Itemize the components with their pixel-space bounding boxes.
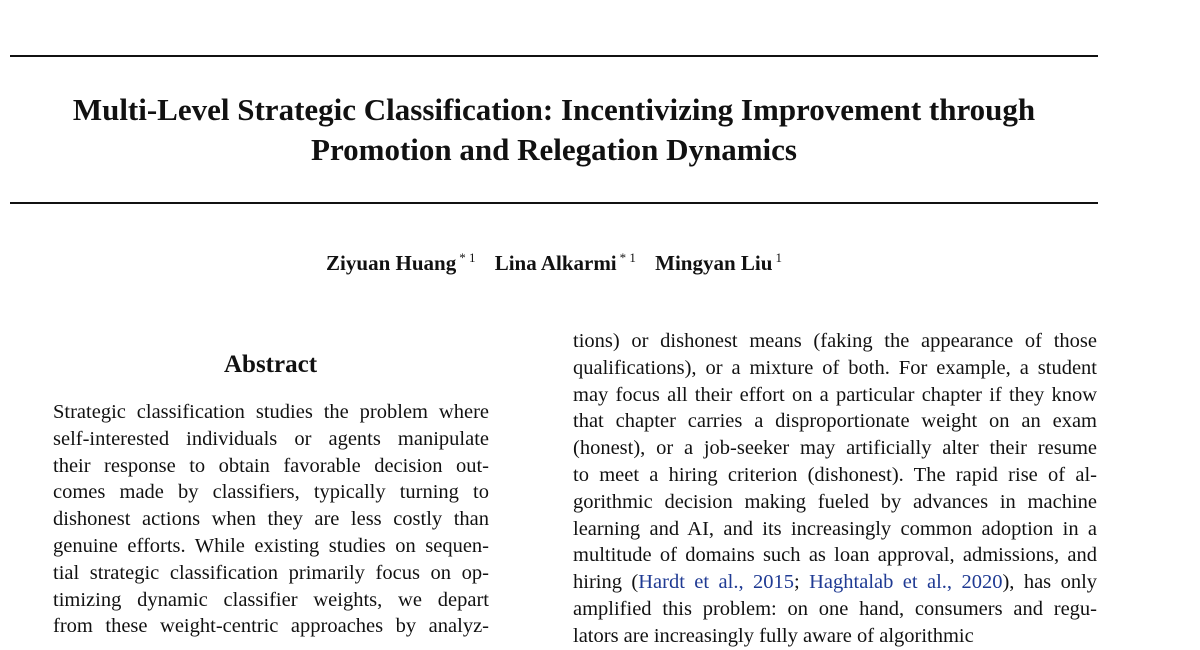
author (495, 251, 636, 275)
text-line: qualifications), or a mixture of both. For example, a student (573, 356, 1097, 379)
author-name: Lina Alkarmi (494, 251, 617, 275)
introduction-body (573, 328, 1097, 650)
text-line: self-interested individuals or agents manipulate (53, 427, 489, 450)
author-name: Mingyan Liu (655, 251, 773, 275)
text-line: multitude of domains such as loan approval, admissions, and (573, 544, 1097, 567)
citation-text-line (573, 569, 1097, 596)
author-name: Ziyuan Huang (326, 251, 457, 275)
author-affiliation: 1 (775, 250, 782, 265)
citation-link-hardt[interactable]: Hardt et al., 2015 (638, 571, 794, 594)
text-segment: hiring ( (573, 571, 639, 594)
text-line: learning and AI, and its increasingly common adoption in a (573, 517, 1097, 540)
text-line: comes made by classifiers, typically turning to (53, 481, 489, 504)
text-line: gorithmic decision making fueled by advances in machine (573, 490, 1097, 513)
text-line: to meet a hiring criterion (dishonest). The rapid rise of al- (573, 463, 1097, 486)
citation-link-haghtalab[interactable]: Haghtalab et al., 2020 (809, 571, 1003, 594)
abstract-body (53, 399, 489, 640)
abstract-heading: Abstract (223, 351, 318, 378)
text-line: dishonest actions when they are less costly than (53, 508, 489, 531)
title-bottom-rule (10, 202, 1098, 204)
paper-title (10, 90, 1098, 170)
author-affiliation: * 1 (619, 250, 636, 265)
text-line: tions) or dishonest means (faking the appearance of those (573, 330, 1097, 352)
title-line-2: Promotion and Relegation Dynamics (311, 132, 797, 167)
text-line: that chapter carries a disproportionate weight on an exam (573, 410, 1097, 433)
author-list (10, 250, 1098, 276)
text-line: tial strategic classification primarily focus on op- (53, 561, 489, 584)
text-line: lators are increasingly fully aware of algorithmic (573, 624, 974, 647)
text-line: amplified this problem: on one hand, consumers and regu- (573, 597, 1097, 620)
text-line: Strategic classification studies the problem where (53, 401, 489, 423)
author (326, 251, 475, 275)
text-line: (honest), or a job-seeker may artificially alter their resume (573, 437, 1097, 460)
title-top-rule (10, 55, 1098, 57)
author (655, 251, 782, 275)
text-line: may focus all their effort on a particular chapter if they know (573, 383, 1097, 406)
text-segment: ; (794, 571, 810, 594)
text-line: genuine efforts. While existing studies on sequen- (53, 534, 489, 557)
text-line: timizing dynamic classifier weights, we depart (53, 588, 489, 611)
title-line-1: Multi-Level Strategic Classification: Incentivizing Improvement through (72, 92, 1036, 127)
text-line: from these weight-centric approaches by analyz- (53, 615, 489, 638)
text-line: their response to obtain favorable decision out- (53, 454, 489, 477)
author-affiliation: * 1 (459, 250, 476, 265)
text-segment: ), has only (1002, 571, 1098, 594)
